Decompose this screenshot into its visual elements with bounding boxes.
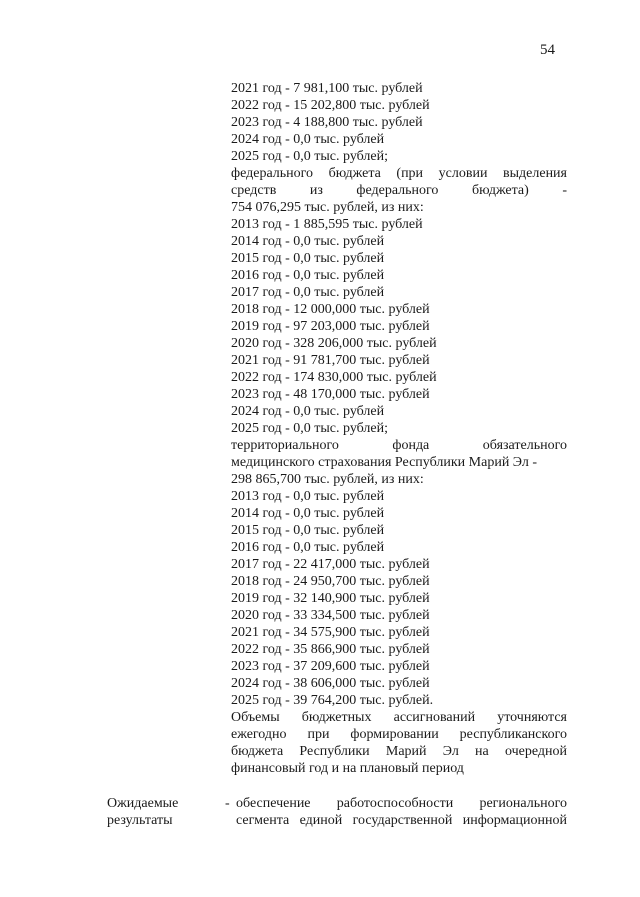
year-line: 2020 год - 33 334,500 тыс. рублей xyxy=(231,608,430,623)
note-line: бюджета Республики Марий Эл на очередной xyxy=(231,744,567,759)
label-line: результаты xyxy=(107,813,173,828)
year-line: 2022 год - 174 830,000 тыс. рублей xyxy=(231,370,437,385)
year-line: 2017 год - 22 417,000 тыс. рублей xyxy=(231,557,430,572)
year-line: 2020 год - 328 206,000 тыс. рублей xyxy=(231,336,437,351)
year-line: 2025 год - 0,0 тыс. рублей; xyxy=(231,149,389,164)
label-line: Ожидаемые xyxy=(107,796,179,811)
year-line: 2025 год - 39 764,200 тыс. рублей. xyxy=(231,693,434,708)
federal-total: 754 076,295 тыс. рублей, из них: xyxy=(231,200,424,215)
year-line: 2013 год - 0,0 тыс. рублей xyxy=(231,489,385,504)
result-line: сегмента единой государственной информационной xyxy=(236,813,567,828)
year-line: 2023 год - 48 170,000 тыс. рублей xyxy=(231,387,430,402)
federal-heading-line: средств из федерального бюджета) - xyxy=(231,183,567,198)
year-line: 2018 год - 12 000,000 тыс. рублей xyxy=(231,302,430,317)
year-line: 2015 год - 0,0 тыс. рублей xyxy=(231,251,385,266)
territorial-heading-line: территориального фонда обязательного xyxy=(231,438,567,453)
year-line: 2024 год - 38 606,000 тыс. рублей xyxy=(231,676,430,691)
year-line: 2023 год - 37 209,600 тыс. рублей xyxy=(231,659,430,674)
year-line: 2019 год - 32 140,900 тыс. рублей xyxy=(231,591,430,606)
year-line: 2014 год - 0,0 тыс. рублей xyxy=(231,234,385,249)
year-line: 2022 год - 15 202,800 тыс. рублей xyxy=(231,98,430,113)
note-line: ежегодно при формировании республиканского xyxy=(231,727,567,742)
year-line: 2017 год - 0,0 тыс. рублей xyxy=(231,285,385,300)
year-line: 2015 год - 0,0 тыс. рублей xyxy=(231,523,385,538)
note-line: финансовый год и на плановый период xyxy=(231,761,464,776)
year-line: 2016 год - 0,0 тыс. рублей xyxy=(231,540,385,555)
federal-heading-line: федерального бюджета (при условии выделения xyxy=(231,166,567,181)
year-line: 2013 год - 1 885,595 тыс. рублей xyxy=(231,217,423,232)
page-number: 54 xyxy=(540,42,555,58)
year-line: 2021 год - 91 781,700 тыс. рублей xyxy=(231,353,430,368)
year-line: 2021 год - 34 575,900 тыс. рублей xyxy=(231,625,430,640)
allocation-note xyxy=(231,709,567,777)
expected-results-text xyxy=(236,795,567,829)
note-line: Объемы бюджетных ассигнований уточняются xyxy=(231,710,567,725)
result-line: обеспечение работоспособности регионального xyxy=(236,796,567,811)
territorial-total: 298 865,700 тыс. рублей, из них: xyxy=(231,472,424,487)
expected-results-label xyxy=(107,795,227,829)
federal-budget-section xyxy=(231,165,567,437)
year-line: 2022 год - 35 866,900 тыс. рублей xyxy=(231,642,430,657)
label-dash: - xyxy=(225,796,230,811)
year-line: 2014 год - 0,0 тыс. рублей xyxy=(231,506,385,521)
year-line: 2016 год - 0,0 тыс. рублей xyxy=(231,268,385,283)
year-line: 2018 год - 24 950,700 тыс. рублей xyxy=(231,574,430,589)
year-line: 2024 год - 0,0 тыс. рублей xyxy=(231,404,385,419)
year-line: 2023 год - 4 188,800 тыс. рублей xyxy=(231,115,423,130)
year-line: 2024 год - 0,0 тыс. рублей xyxy=(231,132,385,147)
year-line: 2025 год - 0,0 тыс. рублей; xyxy=(231,421,389,436)
year-line: 2021 год - 7 981,100 тыс. рублей xyxy=(231,81,423,96)
funding-block xyxy=(231,80,567,777)
territorial-heading-line: медицинского страхования Республики Марий Эл - xyxy=(231,455,538,470)
regional-budget-years xyxy=(231,80,567,165)
territorial-fund-section xyxy=(231,437,567,709)
year-line: 2019 год - 97 203,000 тыс. рублей xyxy=(231,319,430,334)
